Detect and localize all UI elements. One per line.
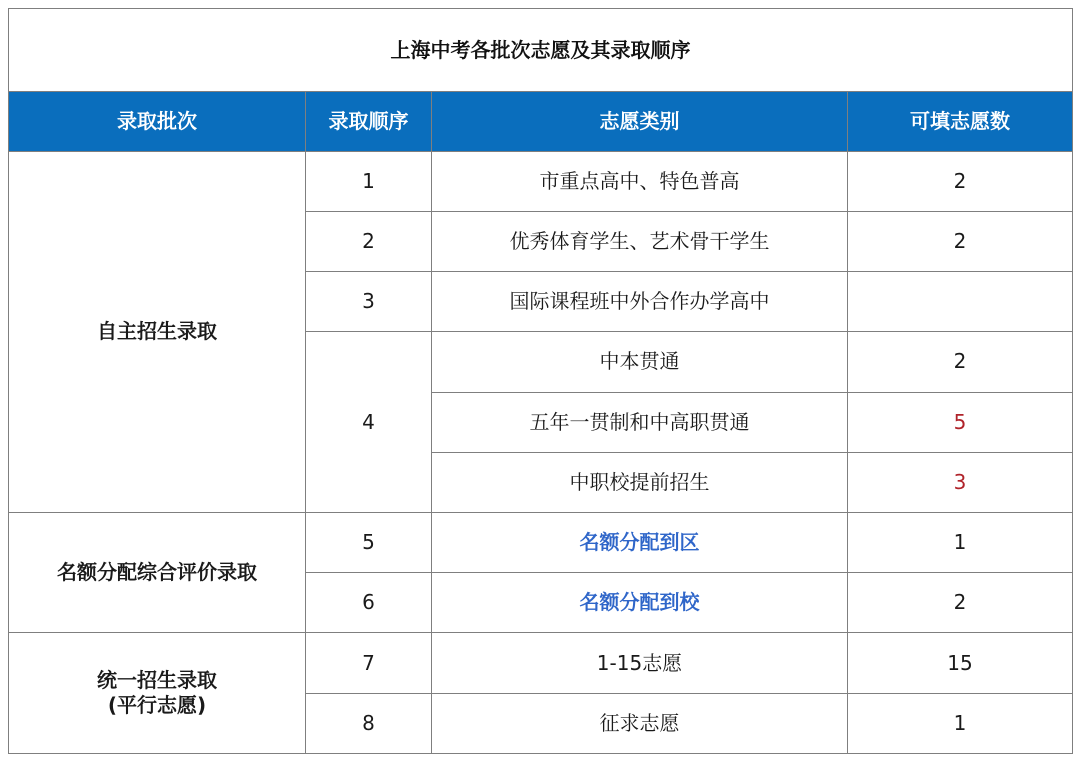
count-cell-highlight: 3	[848, 452, 1073, 512]
column-header-category: 志愿类别	[432, 92, 848, 151]
category-cell-highlight: 名额分配到校	[432, 573, 848, 633]
category-cell: 中职校提前招生	[432, 452, 848, 512]
count-cell	[848, 272, 1073, 332]
count-cell: 2	[848, 573, 1073, 633]
batch-cell-unified	[9, 633, 306, 754]
order-cell: 3	[306, 272, 432, 332]
count-cell: 2	[848, 151, 1073, 211]
order-cell: 4	[306, 332, 432, 513]
count-cell-highlight: 5	[848, 392, 1073, 452]
count-cell: 2	[848, 211, 1073, 271]
batch-label: 统一招生录取	[97, 668, 217, 693]
order-cell: 6	[306, 573, 432, 633]
count-cell: 1	[848, 512, 1073, 572]
category-cell: 优秀体育学生、艺术骨干学生	[432, 211, 848, 271]
table-title: 上海中考各批次志愿及其录取顺序	[9, 9, 1073, 92]
category-cell: 中本贯通	[432, 332, 848, 392]
batch-cell-quota	[9, 512, 306, 632]
category-cell-highlight: 名额分配到区	[432, 512, 848, 572]
order-cell: 2	[306, 211, 432, 271]
table-header-row	[9, 92, 1073, 151]
column-header-batch: 录取批次	[9, 92, 306, 151]
category-cell: 五年一贯制和中高职贯通	[432, 392, 848, 452]
category-cell: 市重点高中、特色普高	[432, 151, 848, 211]
category-cell: 1-15志愿	[432, 633, 848, 693]
column-header-order: 录取顺序	[306, 92, 432, 151]
count-cell: 2	[848, 332, 1073, 392]
category-cell: 国际课程班中外合作办学高中	[432, 272, 848, 332]
count-cell: 15	[848, 633, 1073, 693]
order-cell: 7	[306, 633, 432, 693]
admission-table-frame	[8, 8, 1072, 754]
category-cell: 征求志愿	[432, 693, 848, 753]
order-cell: 8	[306, 693, 432, 753]
batch-label: 名额分配综合评价录取	[57, 560, 257, 585]
order-cell: 5	[306, 512, 432, 572]
batch-label: 自主招生录取	[97, 319, 217, 344]
table-row	[9, 633, 1073, 693]
table-row	[9, 151, 1073, 211]
admission-order-table	[8, 8, 1073, 754]
batch-cell-autonomous	[9, 151, 306, 512]
column-header-count: 可填志愿数	[848, 92, 1073, 151]
count-cell: 1	[848, 693, 1073, 753]
table-row	[9, 512, 1073, 572]
order-cell: 1	[306, 151, 432, 211]
batch-sublabel: (平行志愿)	[107, 693, 207, 718]
